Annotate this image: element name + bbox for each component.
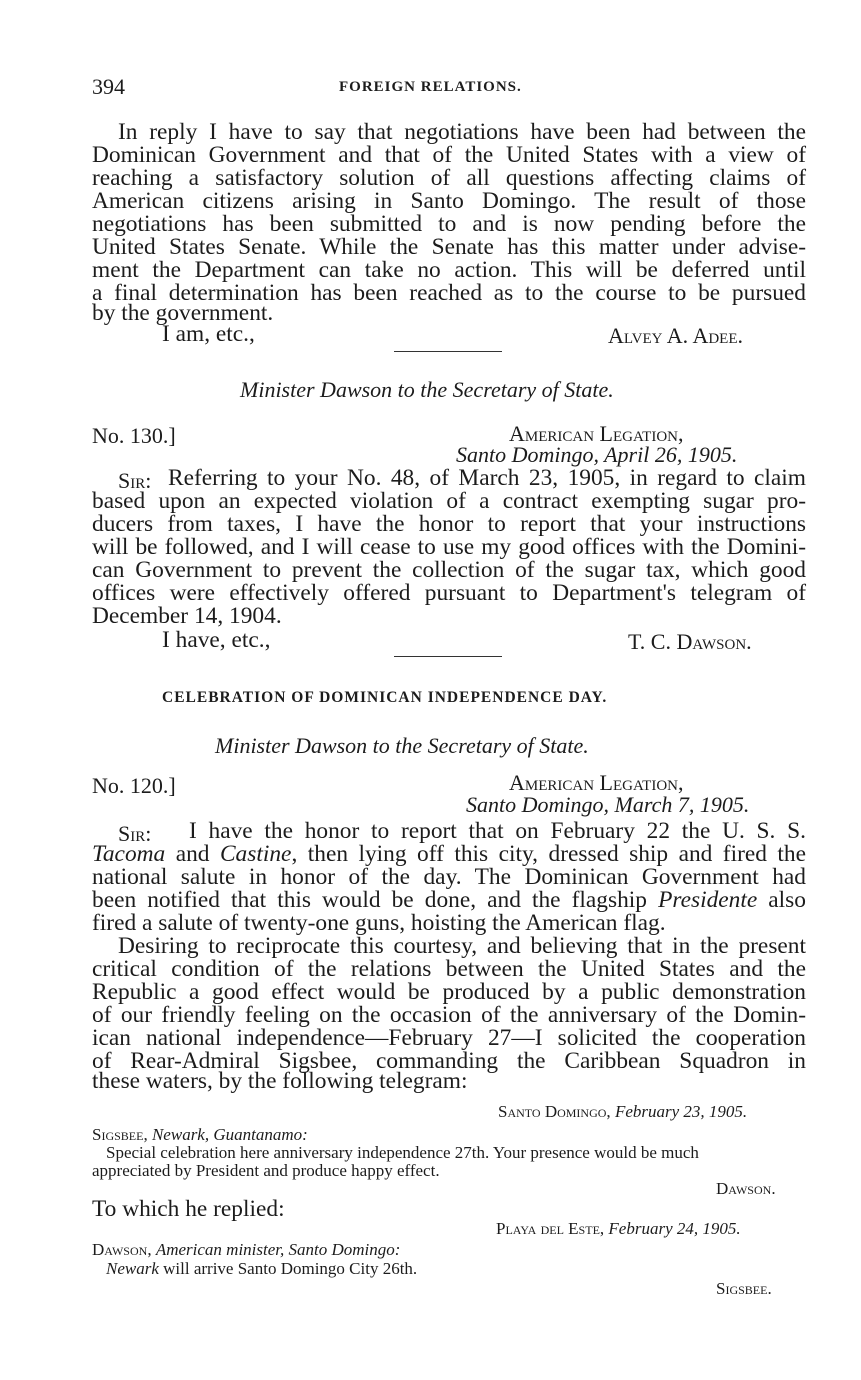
telegram-line: Special celebration here anniversary independence 27th. Your presence would be much bbox=[106, 1143, 699, 1162]
conjunction: and bbox=[165, 841, 220, 867]
telegram-date: February 23, 1905. bbox=[614, 1102, 748, 1121]
paragraph-line: will be followed, and I will cease to use my good offices with the Domini- bbox=[92, 534, 806, 560]
paragraph-line: Dominican Government and that of the United States with a view of bbox=[92, 142, 806, 168]
telegram-address bbox=[92, 1125, 308, 1145]
telegram-place: Playa del Este, bbox=[496, 1219, 605, 1238]
addressee: Dawson, bbox=[92, 1240, 152, 1259]
letter-heading: Minister Dawson to the Secretary of State. bbox=[240, 377, 614, 402]
address-rest: Newark, Guantanamo: bbox=[151, 1125, 308, 1144]
closing: I have, etc., bbox=[162, 627, 271, 653]
paragraph-line: based upon an expected violation of a contract exempting sugar pro- bbox=[92, 488, 806, 514]
ship-name: Castine bbox=[219, 841, 292, 867]
paragraph-line: national salute in honor of the day. The Dominican Government had bbox=[92, 864, 806, 890]
telegram-line bbox=[106, 1259, 417, 1279]
legation: American Legation, bbox=[509, 770, 684, 795]
legation: American Legation, bbox=[509, 421, 684, 446]
divider bbox=[394, 351, 502, 352]
letter-number: No. 130.] bbox=[92, 423, 176, 448]
paragraph-line: ican national independence—February 27—I solicited the cooperation bbox=[92, 1025, 806, 1051]
paragraph-line: reaching a satisfactory solution of all questions affecting claims of bbox=[92, 165, 806, 191]
paragraph-line: critical condition of the relations between the United States and the bbox=[92, 956, 806, 982]
telegram-line: appreciated by President and produce happy effect. bbox=[92, 1161, 440, 1180]
paragraph-line: these waters, by the following telegram: bbox=[92, 1068, 468, 1094]
line-text: also bbox=[757, 887, 806, 913]
reply-intro: To which he replied: bbox=[92, 1196, 285, 1222]
paragraph-line: can Government to prevent the collection of the sugar tax, which good bbox=[92, 557, 806, 583]
paragraph-line: by the government. bbox=[92, 300, 274, 326]
running-title: FOREIGN RELATIONS. bbox=[339, 79, 522, 95]
telegram-place: Santo Domingo, bbox=[498, 1102, 611, 1121]
line-text: , then lying off this city, dressed ship and fired the bbox=[291, 841, 807, 867]
paragraph-line: December 14, 1904. bbox=[92, 603, 282, 629]
letter-heading: Minister Dawson to the Secretary of State. bbox=[215, 733, 589, 758]
addressee: Sigsbee, bbox=[92, 1125, 148, 1144]
ship-name: Tacoma bbox=[92, 841, 166, 867]
paragraph-line: fired a salute of twenty-one guns, hoisting the American flag. bbox=[92, 910, 666, 936]
paragraph-line: of our friendly feeling on the occasion of the anniversary of the Domin- bbox=[92, 1002, 806, 1028]
dateline: Santo Domingo, April 26, 1905. bbox=[456, 442, 738, 467]
paragraph-line: Desiring to reciprocate this courtesy, and believing that in the present bbox=[118, 933, 806, 959]
paragraph-line: Republic a good effect would be produced by a public demonstration bbox=[92, 979, 806, 1005]
paragraph-line: of Rear-Admiral Sigsbee, commanding the Caribbean Squadron in bbox=[92, 1048, 806, 1074]
signature: T. C. Dawson. bbox=[628, 629, 752, 654]
telegram-signature: Dawson. bbox=[716, 1179, 776, 1198]
signature: Alvey A. Adee. bbox=[608, 323, 744, 348]
paragraph-line: United States Senate. While the Senate has this matter under advise- bbox=[92, 234, 806, 260]
letter-number: No. 120.] bbox=[92, 773, 176, 798]
ship-name: Newark bbox=[106, 1259, 159, 1278]
ship-name: Presidente bbox=[658, 887, 758, 913]
dateline: Santo Domingo, March 7, 1905. bbox=[466, 792, 750, 817]
paragraph-line: offices were effectively offered pursuant to Department's telegram of bbox=[92, 580, 806, 606]
paragraph-line bbox=[92, 889, 806, 912]
paragraph-line: In reply I have to say that negotiations have been had between the bbox=[118, 119, 806, 145]
salutation: Sir: bbox=[118, 821, 152, 846]
closing: I am, etc., bbox=[162, 321, 255, 347]
paragraph-line: I have the honor to report that on February 22 the U. S. S. bbox=[189, 818, 806, 844]
salutation: Sir: bbox=[118, 468, 152, 493]
divider bbox=[394, 656, 502, 657]
paragraph-line bbox=[92, 843, 806, 866]
paragraph-line: American citizens arising in Santo Domingo. The result of those bbox=[92, 188, 806, 214]
telegram-date: February 24, 1905. bbox=[608, 1219, 741, 1238]
telegram-signature: Sigsbee. bbox=[716, 1279, 772, 1298]
telegram-address bbox=[92, 1240, 400, 1260]
line-text: will arrive Santo Domingo City 26th. bbox=[158, 1259, 418, 1278]
line-text: been notified that this would be done, and the flagship bbox=[92, 887, 659, 913]
paragraph-line: Referring to your No. 48, of March 23, 1905, in regard to claim bbox=[168, 465, 806, 491]
page-number: 394 bbox=[92, 74, 125, 99]
paragraph-line: ment the Department can take no action. This will be deferred until bbox=[92, 257, 806, 283]
telegram-dateline bbox=[496, 1219, 741, 1239]
paragraph-line: a final determination has been reached as to the course to be pursued bbox=[92, 280, 806, 306]
telegram-dateline bbox=[498, 1102, 747, 1122]
paragraph-line: negotiations has been submitted to and is now pending before the bbox=[92, 211, 806, 237]
section-title: CELEBRATION OF DOMINICAN INDEPENDENCE DAY. bbox=[162, 689, 608, 706]
paragraph-line: ducers from taxes, I have the honor to report that your instructions bbox=[92, 511, 806, 537]
address-rest: American minister, Santo Domingo: bbox=[155, 1240, 401, 1259]
